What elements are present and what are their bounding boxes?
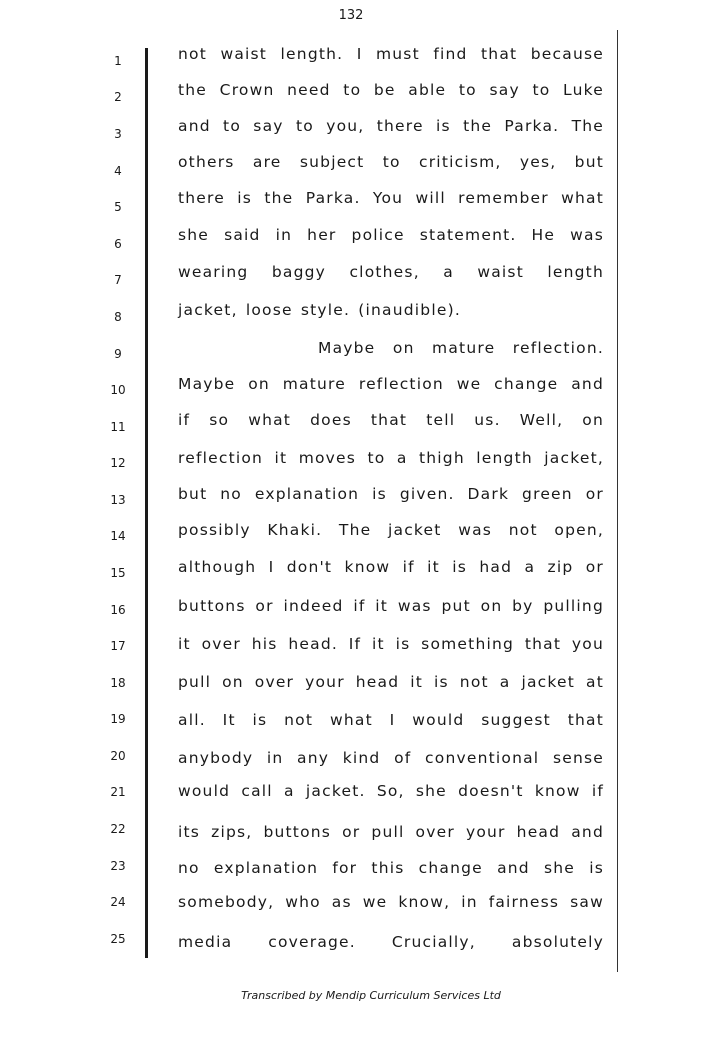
line-number: 17 [110, 639, 126, 653]
line-number: 23 [110, 859, 126, 873]
line-number: 3 [114, 127, 122, 141]
line-number: 2 [114, 90, 122, 104]
line-number: 12 [110, 456, 126, 470]
transcript-line: although I don't know if it is had a zip or [178, 558, 604, 576]
footer-credit: Transcribed by Mendip Curriculum Services Ltd [241, 989, 501, 1002]
line-number: 11 [110, 420, 126, 434]
line-number: 13 [110, 493, 126, 507]
line-number: 21 [110, 785, 126, 799]
transcript-line: would call a jacket. So, she doesn't know if [178, 782, 604, 800]
line-number: 25 [110, 932, 126, 946]
line-number: 4 [114, 164, 122, 178]
line-number: 20 [110, 749, 126, 763]
line-number: 6 [114, 237, 122, 251]
transcript-line: wearing baggy clothes, a waist length [178, 263, 604, 281]
transcript-line: the Crown need to be able to say to Luke [178, 81, 604, 99]
line-number: 10 [110, 383, 126, 397]
line-number: 9 [114, 347, 122, 361]
transcript-line: reflection it moves to a thigh length jacket, [178, 449, 604, 467]
left-margin-rule [145, 48, 148, 958]
transcript-line: she said in her police statement. He was [178, 226, 604, 244]
line-number: 19 [110, 712, 126, 726]
transcript-line: and to say to you, there is the Parka. The [178, 117, 604, 135]
transcript-line: jacket, loose style. (inaudible). [178, 301, 461, 319]
page-number: 132 [338, 8, 364, 23]
line-number: 1 [114, 54, 122, 68]
line-number: 7 [114, 273, 122, 287]
transcript-line: media coverage. Crucially, absolutely [178, 933, 604, 951]
transcript-line: possibly Khaki. The jacket was not open, [178, 521, 604, 539]
line-number: 8 [114, 310, 122, 324]
transcript-line: but no explanation is given. Dark green or [178, 485, 604, 503]
right-margin-rule [617, 30, 618, 972]
transcript-line: somebody, who as we know, in fairness saw [178, 893, 604, 911]
transcript-line: its zips, buttons or pull over your head and [178, 823, 604, 841]
transcript-line: there is the Parka. You will remember what [178, 189, 604, 207]
transcript-line: not waist length. I must find that because [178, 45, 604, 63]
transcript-line: pull on over your head it is not a jacket at [178, 673, 604, 691]
transcript-line: if so what does that tell us. Well, on [178, 411, 604, 429]
transcript-line: anybody in any kind of conventional sense [178, 749, 604, 767]
transcript-line: others are subject to criticism, yes, but [178, 153, 604, 171]
line-number: 15 [110, 566, 126, 580]
line-number: 16 [110, 603, 126, 617]
transcript-line: it over his head. If it is something that you [178, 635, 604, 653]
transcript-line: Maybe on mature reflection. [318, 339, 604, 357]
line-number: 5 [114, 200, 122, 214]
line-number: 22 [110, 822, 126, 836]
transcript-line: no explanation for this change and she is [178, 859, 604, 877]
line-number: 18 [110, 676, 126, 690]
line-number: 24 [110, 895, 126, 909]
transcript-line: all. It is not what I would suggest that [178, 711, 604, 729]
transcript-line: Maybe on mature reflection we change and [178, 375, 604, 393]
transcript-line: buttons or indeed if it was put on by pulling [178, 597, 604, 615]
line-number: 14 [110, 529, 126, 543]
